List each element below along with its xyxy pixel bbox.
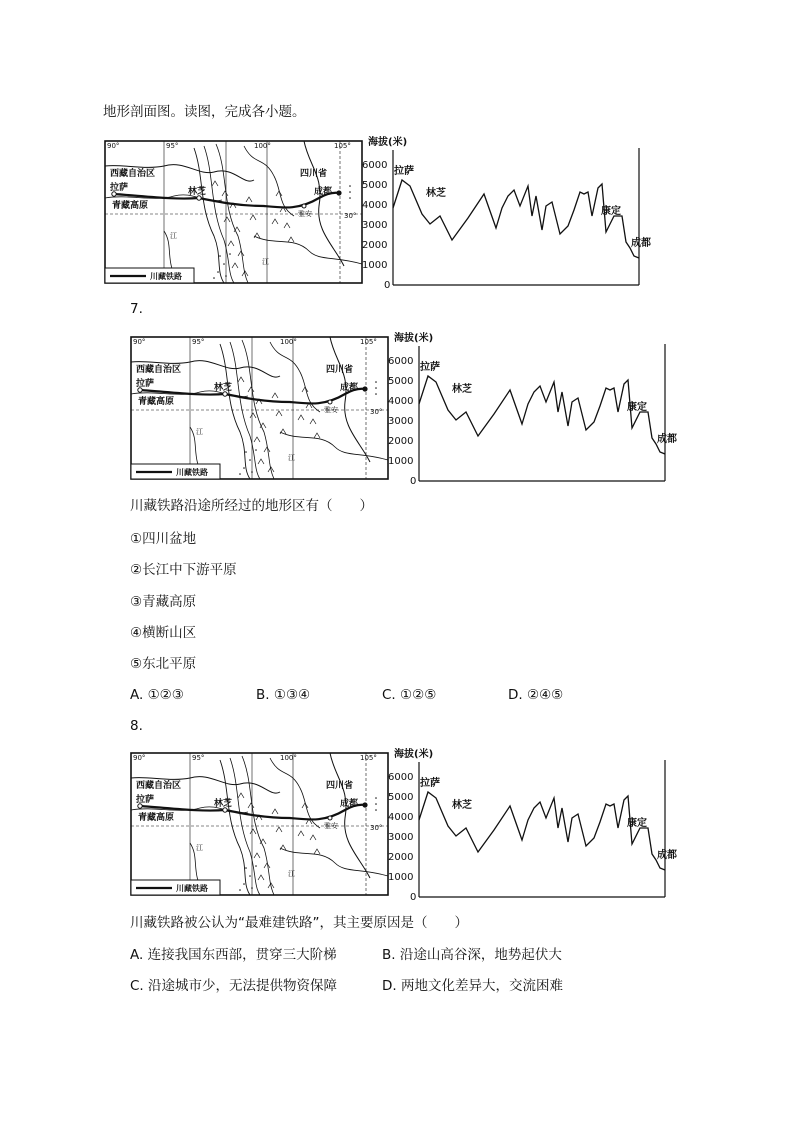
svg-text:95°: 95° bbox=[166, 142, 179, 150]
svg-text:30°: 30° bbox=[344, 212, 357, 220]
q7-item-1: ①四川盆地 bbox=[130, 531, 197, 547]
svg-text:西藏自治区: 西藏自治区 bbox=[110, 169, 156, 179]
svg-text:海拔(米): 海拔(米) bbox=[394, 749, 434, 760]
svg-text:江: 江 bbox=[196, 844, 203, 852]
q7-option-b: B. ①③④ bbox=[256, 687, 311, 703]
svg-text:川藏铁路: 川藏铁路 bbox=[176, 884, 208, 893]
svg-text:江: 江 bbox=[262, 258, 269, 266]
svg-text:四川省: 四川省 bbox=[326, 365, 354, 375]
q7-item-4: ④横断山区 bbox=[130, 625, 197, 641]
svg-text:5000: 5000 bbox=[388, 792, 414, 803]
svg-text:林芝: 林芝 bbox=[214, 799, 233, 809]
svg-text:2000: 2000 bbox=[388, 436, 414, 447]
svg-text:90°: 90° bbox=[107, 142, 120, 150]
svg-text:海拔(米): 海拔(米) bbox=[394, 333, 434, 344]
figure-map-profile-3 bbox=[130, 748, 708, 900]
svg-text:四川省: 四川省 bbox=[300, 169, 328, 179]
svg-text:100°: 100° bbox=[280, 338, 297, 346]
svg-text:林芝: 林芝 bbox=[214, 383, 233, 393]
svg-text:林芝: 林芝 bbox=[426, 188, 446, 199]
map-panel bbox=[105, 141, 362, 283]
svg-text:90°: 90° bbox=[133, 338, 146, 346]
svg-text:105°: 105° bbox=[360, 338, 377, 346]
svg-text:川藏铁路: 川藏铁路 bbox=[150, 272, 182, 281]
svg-text:康定: 康定 bbox=[627, 818, 647, 829]
svg-text:康定: 康定 bbox=[601, 206, 621, 217]
q7-option-c: C. ①②⑤ bbox=[382, 687, 437, 703]
svg-text:5000: 5000 bbox=[362, 180, 388, 191]
figure-svg bbox=[104, 136, 682, 288]
q8-option-b: B. 沿途山高谷深，地势起伏大 bbox=[382, 947, 562, 963]
svg-text:30°: 30° bbox=[370, 408, 383, 416]
svg-text:江: 江 bbox=[196, 428, 203, 436]
figure-map-profile-1 bbox=[104, 136, 682, 288]
svg-text:105°: 105° bbox=[360, 754, 377, 762]
svg-text:95°: 95° bbox=[192, 754, 205, 762]
svg-text:成都: 成都 bbox=[340, 799, 359, 809]
svg-text:成都: 成都 bbox=[314, 187, 333, 197]
svg-text:林芝: 林芝 bbox=[452, 800, 472, 811]
svg-text:6000: 6000 bbox=[388, 356, 414, 367]
q8-option-c: C. 沿途城市少，无法提供物资保障 bbox=[130, 978, 338, 994]
q8-stem: 川藏铁路被公认为“最难建铁路”，其主要原因是（ ） bbox=[130, 915, 468, 931]
svg-text:1000: 1000 bbox=[362, 260, 388, 271]
svg-text:拉萨: 拉萨 bbox=[136, 795, 155, 805]
svg-text:西藏自治区: 西藏自治区 bbox=[136, 781, 182, 791]
svg-text:30°: 30° bbox=[370, 824, 383, 832]
svg-text:拉萨: 拉萨 bbox=[420, 778, 440, 789]
svg-text:成都: 成都 bbox=[657, 434, 677, 445]
svg-text:3000: 3000 bbox=[362, 220, 388, 231]
q8-option-a: A. 连接我国东西部，贯穿三大阶梯 bbox=[130, 947, 337, 963]
svg-text:0: 0 bbox=[410, 892, 417, 900]
svg-text:青藏高原: 青藏高原 bbox=[112, 201, 149, 211]
svg-text:成都: 成都 bbox=[657, 850, 677, 861]
svg-text:0: 0 bbox=[384, 280, 391, 288]
svg-text:四川省: 四川省 bbox=[326, 781, 354, 791]
svg-text:康定: 康定 bbox=[627, 402, 647, 413]
svg-text:5000: 5000 bbox=[388, 376, 414, 387]
svg-text:川藏铁路: 川藏铁路 bbox=[176, 468, 208, 477]
svg-text:100°: 100° bbox=[280, 754, 297, 762]
svg-text:雅安: 雅安 bbox=[298, 210, 312, 218]
svg-text:105°: 105° bbox=[334, 142, 351, 150]
svg-text:雅安: 雅安 bbox=[324, 822, 338, 830]
svg-text:拉萨: 拉萨 bbox=[110, 183, 129, 193]
q7-option-d: D. ②④⑤ bbox=[508, 687, 564, 703]
intro-text: 地形剖面图。读图，完成各小题。 bbox=[103, 104, 306, 120]
svg-text:100°: 100° bbox=[254, 142, 271, 150]
svg-text:95°: 95° bbox=[192, 338, 205, 346]
svg-text:6000: 6000 bbox=[388, 772, 414, 783]
svg-text:拉萨: 拉萨 bbox=[394, 166, 414, 177]
q7-item-3: ③青藏高原 bbox=[130, 594, 197, 610]
svg-text:2000: 2000 bbox=[362, 240, 388, 251]
figure-map-profile-2 bbox=[130, 332, 708, 484]
svg-text:成都: 成都 bbox=[631, 238, 651, 249]
svg-text:1000: 1000 bbox=[388, 456, 414, 467]
svg-text:3000: 3000 bbox=[388, 416, 414, 427]
svg-text:6000: 6000 bbox=[362, 160, 388, 171]
svg-text:拉萨: 拉萨 bbox=[136, 379, 155, 389]
svg-text:江: 江 bbox=[288, 454, 295, 462]
svg-text:成都: 成都 bbox=[340, 383, 359, 393]
svg-text:4000: 4000 bbox=[362, 200, 388, 211]
q8-option-d: D. 两地文化差异大，交流困难 bbox=[382, 978, 563, 994]
q8-number: 8. bbox=[130, 718, 143, 734]
elevation-profile bbox=[388, 332, 677, 484]
svg-text:4000: 4000 bbox=[388, 812, 414, 823]
q7-stem: 川藏铁路沿途所经过的地形区有（ ） bbox=[130, 498, 373, 514]
svg-text:西藏自治区: 西藏自治区 bbox=[136, 365, 182, 375]
elevation-profile bbox=[362, 136, 651, 288]
svg-text:4000: 4000 bbox=[388, 396, 414, 407]
q7-option-a: A. ①②③ bbox=[130, 687, 184, 703]
svg-text:3000: 3000 bbox=[388, 832, 414, 843]
svg-text:江: 江 bbox=[288, 870, 295, 878]
svg-text:1000: 1000 bbox=[388, 872, 414, 883]
svg-text:青藏高原: 青藏高原 bbox=[138, 813, 175, 823]
q7-item-5: ⑤东北平原 bbox=[130, 656, 197, 672]
svg-text:林芝: 林芝 bbox=[188, 187, 207, 197]
svg-text:青藏高原: 青藏高原 bbox=[138, 397, 175, 407]
svg-text:拉萨: 拉萨 bbox=[420, 362, 440, 373]
q7-number: 7. bbox=[130, 301, 143, 317]
svg-text:90°: 90° bbox=[133, 754, 146, 762]
map-panel bbox=[131, 753, 388, 895]
svg-text:0: 0 bbox=[410, 476, 417, 484]
svg-text:林芝: 林芝 bbox=[452, 384, 472, 395]
q7-item-2: ②长江中下游平原 bbox=[130, 562, 237, 578]
elevation-profile bbox=[388, 748, 677, 900]
svg-text:江: 江 bbox=[170, 232, 177, 240]
svg-text:2000: 2000 bbox=[388, 852, 414, 863]
svg-text:海拔(米): 海拔(米) bbox=[368, 137, 408, 148]
map-panel bbox=[131, 337, 388, 479]
figure-svg bbox=[130, 332, 708, 484]
svg-text:雅安: 雅安 bbox=[324, 406, 338, 414]
figure-svg bbox=[130, 748, 708, 900]
